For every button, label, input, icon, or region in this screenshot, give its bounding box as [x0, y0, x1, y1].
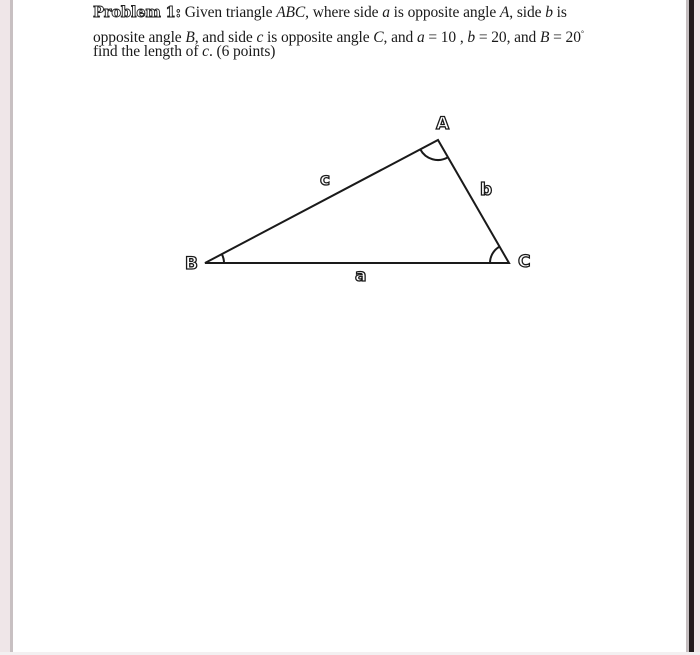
- vertex-label-a: A: [436, 114, 450, 134]
- triangle-abc: [205, 140, 509, 263]
- side-label-c: c: [320, 170, 331, 190]
- var-a: a: [416, 29, 425, 46]
- text: opposite angle: [93, 29, 186, 46]
- text: is: [552, 4, 567, 21]
- problem-label: Problem 1:: [93, 4, 181, 21]
- text: is opposite angle: [389, 4, 500, 21]
- side-label-a: a: [355, 266, 367, 286]
- var-abc: ABC: [276, 4, 306, 21]
- var-b: b: [545, 4, 553, 21]
- text: . (6 points): [208, 43, 276, 60]
- vertex-label-b: B: [185, 254, 198, 274]
- text: find the length of: [93, 43, 203, 60]
- text: , and side: [194, 29, 257, 46]
- var-c: c: [256, 29, 264, 46]
- text: , where side: [305, 4, 383, 21]
- degree-symbol: °: [580, 29, 584, 38]
- var-B: B: [539, 29, 550, 46]
- var-a: a: [382, 4, 390, 21]
- value-b: = 20, and: [475, 29, 540, 46]
- var-A: A: [499, 4, 510, 21]
- text: , and: [383, 29, 417, 46]
- vertex-label-c: C: [518, 252, 531, 272]
- angle-c-arc: [490, 247, 500, 263]
- side-label-b: b: [480, 180, 493, 200]
- var-C: C: [373, 29, 384, 46]
- text: , side: [509, 4, 546, 21]
- value-B: = 20: [549, 29, 581, 46]
- text: is opposite angle: [263, 29, 374, 46]
- text: Given triangle: [184, 4, 277, 21]
- var-b: b: [467, 29, 476, 46]
- angle-b-arc: [222, 254, 224, 263]
- var-B: B: [185, 29, 195, 46]
- value-a: = 10 ,: [424, 29, 468, 46]
- var-c: c: [202, 43, 209, 60]
